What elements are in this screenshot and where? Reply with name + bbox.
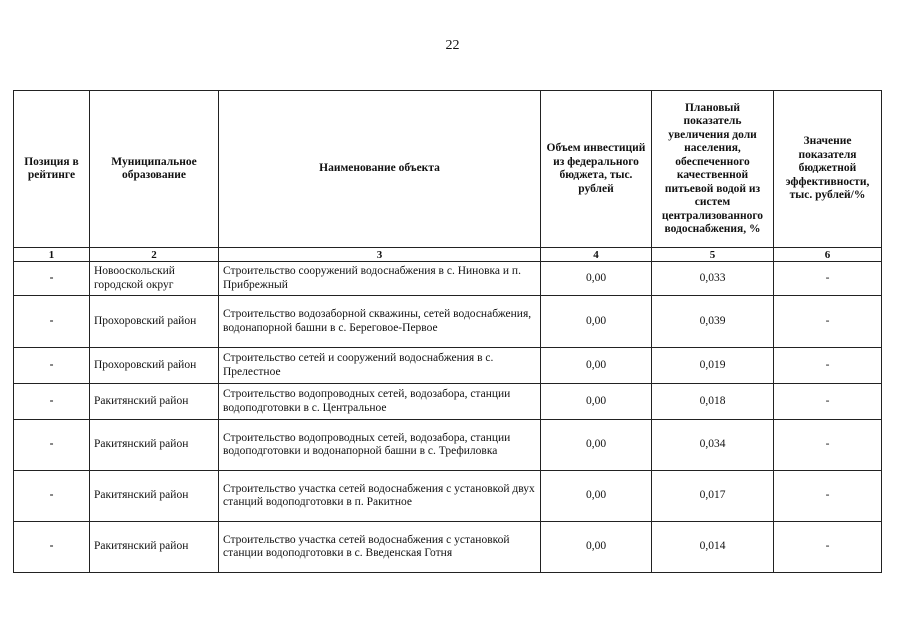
- position-cell: -: [14, 471, 90, 522]
- column-number: 3: [219, 248, 541, 262]
- object-cell: Строительство водопроводных сетей, водозабора, станции водоподготовки в с. Центральное: [219, 384, 541, 420]
- position-cell: -: [14, 262, 90, 296]
- investment-cell: 0,00: [541, 471, 652, 522]
- investment-cell: 0,00: [541, 522, 652, 573]
- efficiency-cell: -: [774, 296, 882, 348]
- efficiency-cell: -: [774, 420, 882, 471]
- municipality-cell: Новооскольский городской округ: [90, 262, 219, 296]
- column-number-row: [14, 248, 882, 262]
- indicator-cell: 0,019: [652, 348, 774, 384]
- position-cell: -: [14, 522, 90, 573]
- municipality-cell: Ракитянский район: [90, 384, 219, 420]
- table-row: [14, 348, 882, 384]
- header-indicator: Плановый показатель увеличения доли населения, обеспеченного качественной питьевой водой из систем централизованного водоснабжения, %: [652, 91, 774, 248]
- header-object: Наименование объекта: [219, 91, 541, 248]
- efficiency-cell: -: [774, 348, 882, 384]
- page-number: 22: [445, 38, 460, 53]
- object-cell: Строительство участка сетей водоснабжения с установкой станции водоподготовки в с. Введенская Готня: [219, 522, 541, 573]
- efficiency-cell: -: [774, 522, 882, 573]
- indicator-cell: 0,034: [652, 420, 774, 471]
- investment-cell: 0,00: [541, 296, 652, 348]
- efficiency-cell: -: [774, 262, 882, 296]
- indicator-cell: 0,014: [652, 522, 774, 573]
- position-cell: -: [14, 420, 90, 471]
- object-cell: Строительство сооружений водоснабжения в с. Ниновка и п. Прибрежный: [219, 262, 541, 296]
- municipality-cell: Прохоровский район: [90, 348, 219, 384]
- investment-cell: 0,00: [541, 420, 652, 471]
- table-row: [14, 384, 882, 420]
- object-cell: Строительство участка сетей водоснабжения с установкой двух станций водоподготовки в п. Ракитное: [219, 471, 541, 522]
- table-row: [14, 420, 882, 471]
- column-number: 4: [541, 248, 652, 262]
- investment-cell: 0,00: [541, 262, 652, 296]
- municipality-cell: Прохоровский район: [90, 296, 219, 348]
- municipality-cell: Ракитянский район: [90, 522, 219, 573]
- investment-cell: 0,00: [541, 384, 652, 420]
- indicator-cell: 0,039: [652, 296, 774, 348]
- column-number: 6: [774, 248, 882, 262]
- investment-cell: 0,00: [541, 348, 652, 384]
- rating-table: [13, 90, 882, 573]
- object-cell: Строительство водозаборной скважины, сетей водоснабжения, водонапорной башни в с. Береговое-Первое: [219, 296, 541, 348]
- efficiency-cell: -: [774, 471, 882, 522]
- header-position: Позиция в рейтинге: [14, 91, 90, 248]
- header-investment: Объем инвестиций из федерального бюджета, тыс. рублей: [541, 91, 652, 248]
- table-row: [14, 522, 882, 573]
- position-cell: -: [14, 348, 90, 384]
- indicator-cell: 0,033: [652, 262, 774, 296]
- table-row: [14, 471, 882, 522]
- column-number: 2: [90, 248, 219, 262]
- object-cell: Строительство сетей и сооружений водоснабжения в с. Прелестное: [219, 348, 541, 384]
- table-header-row: [14, 91, 882, 248]
- position-cell: -: [14, 296, 90, 348]
- indicator-cell: 0,017: [652, 471, 774, 522]
- header-efficiency: Значение показателя бюджетной эффективности, тыс. рублей/%: [774, 91, 882, 248]
- column-number: 1: [14, 248, 90, 262]
- header-municipality: Муниципальное образование: [90, 91, 219, 248]
- municipality-cell: Ракитянский район: [90, 420, 219, 471]
- column-number: 5: [652, 248, 774, 262]
- indicator-cell: 0,018: [652, 384, 774, 420]
- table-row: [14, 262, 882, 296]
- object-cell: Строительство водопроводных сетей, водозабора, станции водоподготовки и водонапорной башни в с. Трефиловка: [219, 420, 541, 471]
- municipality-cell: Ракитянский район: [90, 471, 219, 522]
- efficiency-cell: -: [774, 384, 882, 420]
- table-row: [14, 296, 882, 348]
- position-cell: -: [14, 384, 90, 420]
